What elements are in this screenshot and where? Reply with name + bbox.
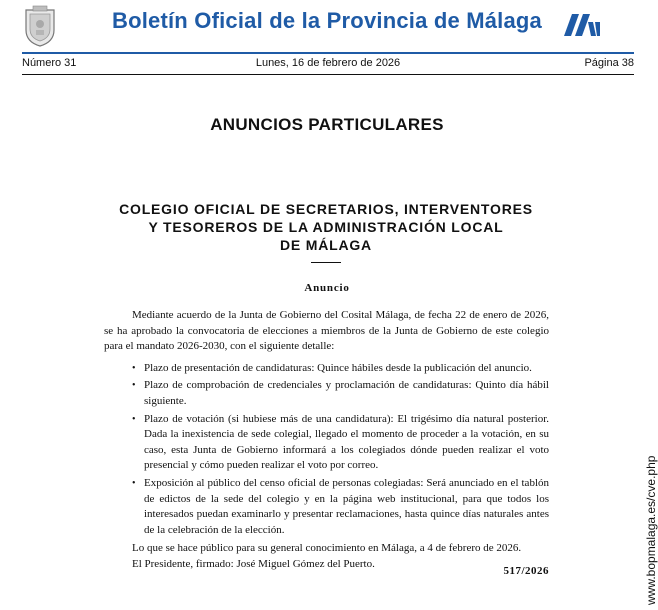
- provincial-crest-icon: [22, 4, 58, 48]
- list-item: [104, 361, 549, 377]
- title-divider: [311, 262, 341, 263]
- bullet-icon: •: [132, 413, 136, 425]
- issue-number: Número 31: [22, 57, 77, 69]
- meta-rule: [22, 74, 634, 75]
- closing-paragraph: Lo que se hace público para su general conocimiento en Málaga, a 4 de febrero de 2026.: [132, 542, 522, 555]
- lead-paragraph: Mediante acuerdo de la Junta de Gobierno del Cosital Málaga, de fecha 22 de enero de 2026, se ha aprobado la convocatoria de elecciones a miembros de la Junta de Gobierno de este colegio para el mandato 2026-2030, con el siguiente detalle:: [104, 309, 549, 353]
- list-item: [104, 378, 549, 409]
- notice-heading: Anuncio: [304, 282, 350, 294]
- verification-url-link[interactable]: www.bopmalaga.es/cve.php: [644, 455, 658, 605]
- notice-reference: 517/2026: [503, 565, 549, 577]
- signature-line: El Presidente, firmado: José Miguel Gómez del Puerto.: [132, 557, 375, 570]
- bullet-icon: •: [132, 380, 136, 392]
- list-item: [104, 476, 549, 538]
- notice-body: [104, 308, 549, 573]
- bullet-icon: •: [132, 477, 136, 489]
- bullet-icon: •: [132, 362, 136, 374]
- bulletin-title: Boletín Oficial de la Provincia de Málaga: [112, 8, 542, 33]
- page-number: Página 38: [584, 57, 634, 69]
- organization-title-line: Y TESOREROS DE LA ADMINISTRACIÓN LOCAL: [148, 219, 504, 235]
- organization-title: [100, 200, 552, 254]
- list-item-text: Plazo de presentación de candidaturas: Quince hábiles desde la publicación del anuncio.: [144, 361, 532, 374]
- list-item-text: Plazo de votación (si hubiese más de una candidatura): El trigésimo día natural posterior. Dada la inexistencia de sede colegial, llegado el momento de proceder a la votación, en su caso, esta Junta de Gobierno informará a los colegiados dónde pueden realizar el voto presencial y cómo pueden realizar el voto por correo.: [144, 412, 549, 472]
- malaga-brand-logo-icon: [562, 12, 602, 38]
- issue-meta-bar: [22, 57, 634, 73]
- section-title: ANUNCIOS PARTICULARES: [210, 115, 444, 134]
- list-item-text: Exposición al público del censo oficial de personas colegiadas: Será anunciado en el tablón de edictos de la sede del colegio y en la página web institucional, para que todos los interesados puedan examinarlo y presentar reclamaciones, hasta quince días naturales antes de la celebración de la elección.: [144, 476, 549, 536]
- detail-list: [104, 361, 549, 539]
- header-rule: [22, 52, 634, 54]
- list-item: [104, 412, 549, 474]
- issue-date: Lunes, 16 de febrero de 2026: [255, 57, 401, 69]
- list-item-text: Plazo de comprobación de credenciales y proclamación de candidaturas: Quinto día hábil siguiente.: [144, 379, 549, 407]
- organization-title-line: COLEGIO OFICIAL DE SECRETARIOS, INTERVENTORES: [119, 201, 533, 217]
- organization-title-line: DE MÁLAGA: [280, 237, 372, 253]
